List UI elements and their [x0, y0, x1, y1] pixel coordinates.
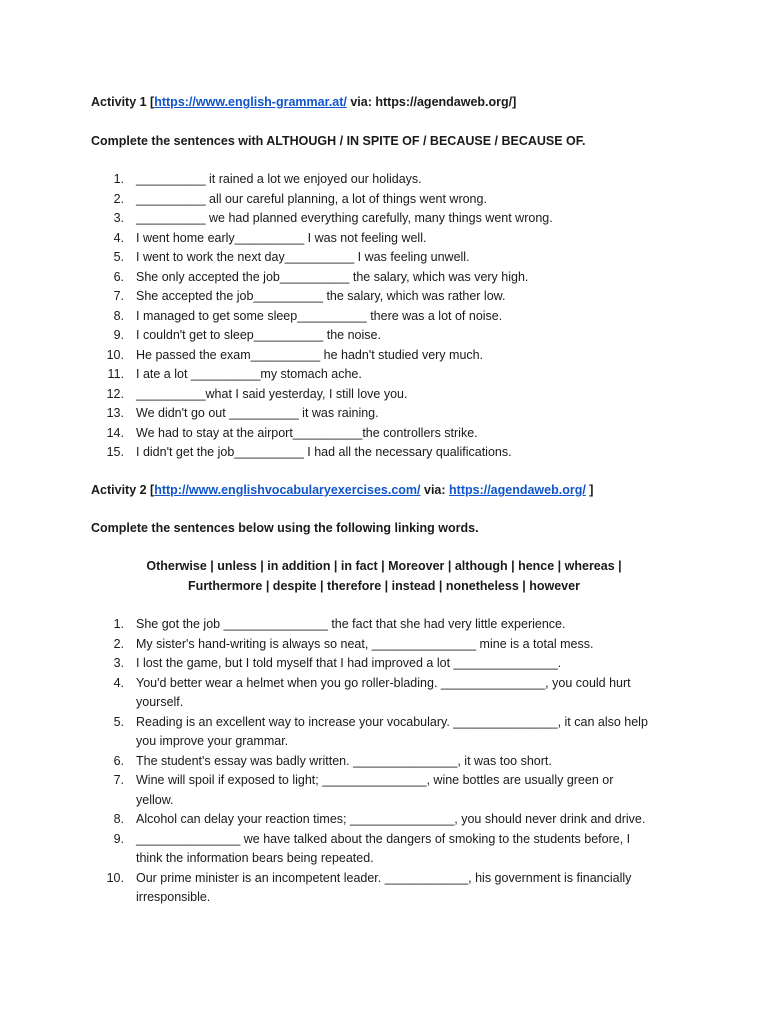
wordbank-line-2: Furthermore | despite | therefore | instead | nonetheless | however — [188, 578, 580, 593]
item-number: 3. — [113, 656, 124, 670]
item-number: 9. — [113, 831, 124, 846]
item-number: 5. — [113, 714, 124, 729]
list-item — [91, 287, 691, 307]
wordbank-line-1: Otherwise | unless | in addition | in fact | Moreover | although | hence | whereas | — [146, 559, 622, 573]
item-number: 6. — [113, 269, 124, 284]
list-item — [91, 424, 691, 444]
item-sentence: Alcohol can delay your reaction times; _______________, you should never drink and drive. — [136, 812, 646, 826]
item-sentence: I went to work the next day__________ I was feeling unwell. — [136, 250, 470, 264]
list-item — [91, 248, 691, 268]
list-item — [91, 443, 691, 463]
item-number: 8. — [113, 812, 124, 826]
list-item — [91, 635, 651, 655]
list-item — [91, 674, 651, 713]
item-number: 3. — [113, 211, 124, 225]
list-item — [91, 869, 651, 908]
activity1-source-link[interactable]: https://www.english-grammar.at/ — [154, 95, 347, 109]
activity2-title-prefix: Activity 2 [ — [91, 483, 155, 497]
list-item — [91, 229, 691, 249]
activity2-source-link[interactable]: http://www.englishvocabularyexercises.com/ — [154, 483, 421, 497]
item-number: 1. — [113, 617, 124, 631]
item-sentence: Wine will spoil if exposed to light; _______________, wine bottles are usually green or yellow. — [136, 773, 614, 807]
list-item — [91, 326, 691, 346]
activity1-title-suffix: via: https://agendaweb.org/] — [346, 95, 517, 109]
item-sentence: The student's essay was badly written. _______________, it was too short. — [136, 753, 552, 768]
list-item — [91, 771, 651, 810]
item-number: 10. — [106, 347, 124, 362]
item-sentence: My sister's hand-writing is always so neat, _______________ mine is a total mess. — [136, 636, 594, 651]
item-number: 8. — [113, 308, 124, 323]
activity1-sentence-list — [91, 170, 691, 463]
linking-words-bank — [91, 557, 677, 596]
activity2-title-suffix: ] — [585, 483, 594, 497]
item-sentence: I managed to get some sleep__________ there was a lot of noise. — [136, 308, 503, 323]
item-sentence: __________what I said yesterday, I still love you. — [136, 386, 408, 401]
list-item — [91, 307, 691, 327]
list-item — [91, 365, 691, 385]
activity2-title — [91, 483, 593, 497]
item-sentence: You'd better wear a helmet when you go roller-blading. _______________, you could hurt yourself. — [136, 675, 631, 709]
list-item — [91, 615, 651, 635]
item-sentence: Our prime minister is an incompetent leader. ____________, his government is financially irresponsible. — [136, 870, 632, 904]
item-sentence: We had to stay at the airport__________the controllers strike. — [136, 425, 478, 440]
item-sentence: Reading is an excellent way to increase your vocabulary. _______________, it can also help you improve your grammar. — [136, 714, 648, 748]
list-item — [91, 209, 691, 229]
activity1-instruction: Complete the sentences with ALTHOUGH / IN SPITE OF / BECAUSE / BECAUSE OF. — [91, 134, 586, 148]
item-number: 2. — [113, 636, 124, 651]
list-item — [91, 752, 651, 772]
activity2-instruction: Complete the sentences below using the following linking words. — [91, 521, 479, 535]
list-item — [91, 346, 691, 366]
item-number: 4. — [113, 675, 124, 690]
item-sentence: I ate a lot __________my stomach ache. — [136, 367, 362, 381]
list-item — [91, 268, 691, 288]
item-number: 13. — [106, 406, 124, 420]
activity2-agendaweb-link[interactable]: https://agendaweb.org/ — [449, 483, 586, 497]
item-number: 15. — [106, 445, 124, 459]
item-number: 11. — [107, 367, 124, 381]
item-number: 2. — [113, 191, 124, 206]
item-sentence: __________ it rained a lot we enjoyed our holidays. — [136, 172, 422, 186]
list-item — [91, 190, 691, 210]
item-sentence: We didn't go out __________ it was raining. — [136, 406, 379, 420]
list-item — [91, 654, 651, 674]
item-number: 1. — [113, 172, 124, 186]
item-sentence: _______________ we have talked about the dangers of smoking to the students before, I think the information bears being repeated. — [136, 831, 631, 865]
list-item — [91, 404, 691, 424]
item-sentence: I went home early__________ I was not feeling well. — [136, 230, 427, 245]
item-number: 12. — [106, 386, 124, 401]
item-sentence: She only accepted the job__________ the salary, which was very high. — [136, 269, 529, 284]
item-number: 5. — [113, 250, 124, 264]
item-sentence: I couldn't get to sleep__________ the noise. — [136, 328, 381, 342]
activity1-title-prefix: Activity 1 [ — [91, 95, 155, 109]
activity1-title — [91, 95, 516, 109]
list-item — [91, 170, 691, 190]
activity2-sentence-list — [91, 615, 651, 908]
item-number: 10. — [106, 870, 124, 885]
list-item — [91, 830, 651, 869]
item-sentence: __________ we had planned everything carefully, many things went wrong. — [136, 211, 553, 225]
item-sentence: He passed the exam__________ he hadn't studied very much. — [136, 347, 484, 362]
item-number: 7. — [113, 289, 124, 303]
item-sentence: __________ all our careful planning, a lot of things went wrong. — [136, 191, 487, 206]
item-number: 6. — [113, 753, 124, 768]
item-number: 4. — [113, 230, 124, 245]
list-item — [91, 713, 651, 752]
list-item — [91, 810, 651, 830]
item-sentence: She got the job _______________ the fact that she had very little experience. — [136, 617, 566, 631]
activity2-title-mid: via: — [420, 483, 450, 497]
list-item — [91, 385, 691, 405]
item-sentence: She accepted the job__________ the salary, which was rather low. — [136, 289, 506, 303]
item-number: 9. — [113, 328, 124, 342]
item-sentence: I didn't get the job__________ I had all the necessary qualifications. — [136, 445, 512, 459]
item-sentence: I lost the game, but I told myself that I had improved a lot _______________. — [136, 656, 562, 670]
item-number: 14. — [106, 425, 124, 440]
item-number: 7. — [113, 773, 124, 787]
